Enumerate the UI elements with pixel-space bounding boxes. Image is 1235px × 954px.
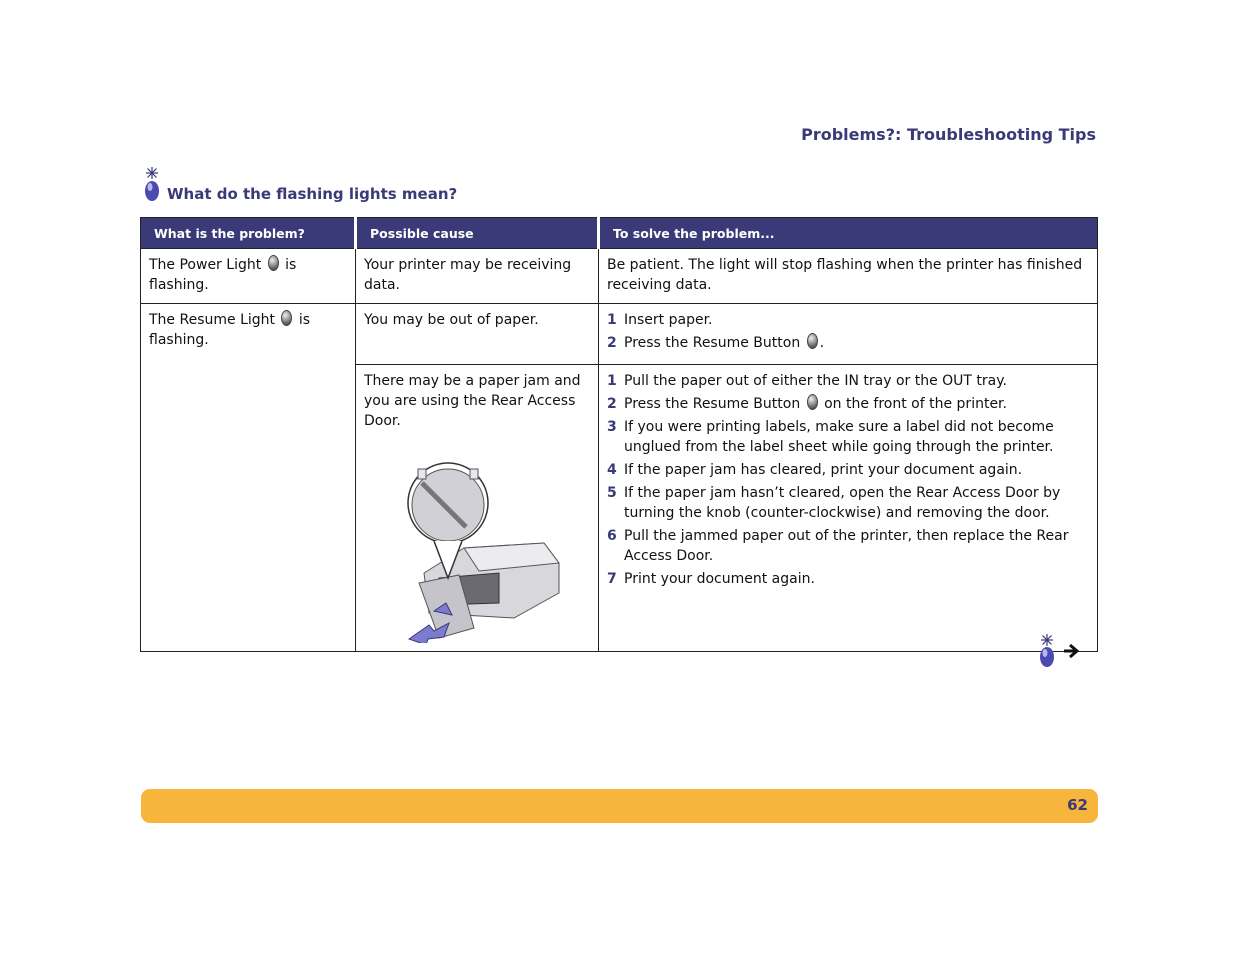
resume-light-icon (281, 310, 292, 326)
arrow-right-icon[interactable] (1064, 645, 1077, 657)
steps-list (607, 310, 1089, 353)
light-bulb-icon (142, 165, 162, 203)
power-light-icon (268, 255, 279, 271)
step-text: Press the Resume Button (624, 335, 801, 351)
step-number: 7 (607, 571, 617, 587)
problem-cell (141, 249, 356, 304)
step-item (607, 483, 1089, 523)
cause-cell: Your printer may be receiving data. (356, 249, 599, 304)
step-text: Press the Resume Button (624, 396, 801, 412)
step-number: 5 (607, 485, 617, 501)
step-item (607, 526, 1089, 566)
step-number: 2 (607, 396, 617, 412)
nav-controls (1038, 633, 1088, 669)
page-header-title: Problems?: Troubleshooting Tips (801, 125, 1096, 144)
problem-text-after: is flashing. (149, 312, 311, 348)
column-header-problem: What is the problem? (141, 218, 356, 249)
cause-cell (356, 365, 599, 652)
problem-text-before: The Resume Light (149, 312, 276, 328)
resume-button-icon (807, 394, 818, 410)
step-number: 3 (607, 419, 617, 435)
step-item (607, 333, 1089, 353)
problem-cell (141, 304, 356, 652)
step-number: 1 (607, 312, 617, 328)
cause-text: There may be a paper jam and you are using the Rear Access Door. (364, 373, 581, 429)
page-number: 62 (1067, 796, 1088, 814)
solution-cell: Be patient. The light will stop flashing when the printer has finished receiving data. (599, 249, 1098, 304)
step-text: If you were printing labels, make sure a label did not become unglued from the label sheet while going through the printer. (624, 419, 1054, 455)
solution-cell (599, 304, 1098, 365)
table-header-row (141, 218, 1098, 249)
step-item (607, 460, 1089, 480)
solution-cell (599, 365, 1098, 652)
footer-bar (141, 789, 1098, 823)
page-navigation (1038, 633, 1088, 673)
step-text: Pull the paper out of either the IN tray or the OUT tray. (624, 373, 1007, 389)
step-text: on the front of the printer. (824, 396, 1007, 412)
table-row (141, 304, 1098, 365)
column-header-cause: Possible cause (356, 218, 599, 249)
cause-cell: You may be out of paper. (356, 304, 599, 365)
step-number: 1 (607, 373, 617, 389)
step-text: Print your document again. (624, 571, 815, 587)
step-text: Pull the jammed paper out of the printer, then replace the Rear Access Door. (624, 528, 1069, 564)
step-item (607, 310, 1089, 330)
section-title: What do the flashing lights mean? (167, 185, 458, 203)
step-item (607, 371, 1089, 391)
resume-button-icon (807, 333, 818, 349)
step-number: 2 (607, 335, 617, 351)
step-item (607, 417, 1089, 457)
step-number: 4 (607, 462, 617, 478)
steps-list (607, 371, 1089, 589)
table-row (141, 249, 1098, 304)
step-text: . (819, 335, 825, 351)
problem-text-before: The Power Light (149, 257, 262, 273)
step-item (607, 394, 1089, 414)
printer-rear-door-illustration (404, 453, 564, 643)
troubleshooting-table (140, 217, 1098, 652)
problem-text-after: is flashing. (149, 257, 297, 293)
step-text: Insert paper. (624, 312, 713, 328)
column-header-solution: To solve the problem... (599, 218, 1098, 249)
step-item (607, 569, 1089, 589)
step-text: If the paper jam hasn’t cleared, open the Rear Access Door by turning the knob (counter-clockwise) and removing the door. (624, 485, 1061, 521)
step-number: 6 (607, 528, 617, 544)
step-text: If the paper jam has cleared, print your document again. (624, 462, 1023, 478)
light-bulb-icon[interactable] (1040, 634, 1054, 667)
